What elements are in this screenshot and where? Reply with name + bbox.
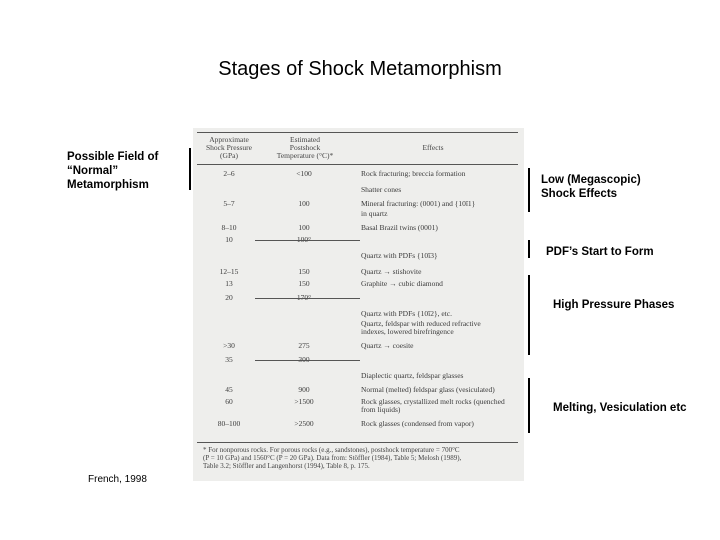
cell-effects: Quartz → stishovite: [361, 267, 422, 276]
header-postshock-temperature: Estimated Postshock Temperature (°C)*: [276, 135, 334, 160]
cell-postshock-temperature: 275: [298, 341, 310, 350]
cell-shock-pressure: 8–10: [221, 223, 237, 232]
cell-postshock-temperature: 150: [298, 279, 310, 288]
cell-effects: Quartz → coesite: [361, 341, 414, 350]
cell-shock-pressure: 10: [225, 235, 233, 244]
normal-metamorphism-line1: Possible Field of: [67, 151, 159, 163]
cell-effects: Graphite → cubic diamond: [361, 279, 443, 288]
cell-shock-pressure: 35: [225, 355, 233, 364]
cell-shock-pressure: 2–6: [223, 169, 235, 178]
cell-effects: Diaplectic quartz, feldspar glasses: [361, 371, 464, 380]
cell-postshock-temperature: <100: [296, 169, 312, 178]
cell-postshock-temperature: 100: [298, 199, 310, 208]
cell-effects: in quartz: [361, 209, 388, 218]
cell-shock-pressure: 20: [225, 293, 233, 302]
cell-postshock-temperature: 900: [298, 385, 310, 394]
source-credit: French, 1998: [88, 474, 147, 485]
cell-effects: Normal (melted) feldspar glass (vesiculated): [361, 385, 495, 394]
threshold-line: [255, 240, 360, 241]
threshold-line: [255, 360, 360, 361]
low-shock-line1: Low (Megascopic): [541, 174, 641, 186]
pdf-bracket: [528, 240, 530, 258]
normal-metamorphism-label: [67, 150, 158, 192]
cell-effects: Quartz with PDFs {10ī3}: [361, 251, 438, 260]
cell-shock-pressure: 45: [225, 385, 233, 394]
cell-effects: Mineral fracturing: (0001) and {10ī1}: [361, 199, 476, 208]
cell-shock-pressure: 5–7: [223, 199, 235, 208]
normal-metamorphism-bracket: [189, 148, 191, 190]
low-shock-line2: Shock Effects: [541, 188, 618, 200]
low-shock-bracket: [528, 168, 530, 212]
pdf-label: PDF’s Start to Form: [546, 246, 654, 258]
cell-postshock-temperature: 100: [298, 223, 310, 232]
cell-shock-pressure: 80–100: [217, 419, 241, 428]
table-footnote: * For nonporous rocks. For porous rocks (e.g., sandstones), postshock temperature = 700°C (P = 10 GPa) and 1560°C (P = 20 GPa). Data from: Stöffler (1984), Table 5; Melosh (1989), Table 3.2; Stöffler and Langenhorst (1994), Table 8, p. 175.: [203, 446, 462, 470]
header-effects: Effects: [422, 143, 444, 152]
high-pressure-bracket: [528, 275, 530, 355]
table-header-rule: [197, 164, 518, 165]
threshold-line: [255, 298, 360, 299]
cell-effects: Rock fracturing; breccia formation: [361, 169, 466, 178]
melting-label: Melting, Vesiculation etc: [553, 402, 687, 414]
cell-shock-pressure: 12–15: [219, 267, 239, 276]
high-pressure-label: High Pressure Phases: [553, 299, 675, 311]
table-top-rule: [197, 132, 518, 133]
header-shock-pressure: Approximate Shock Pressure (GPa): [205, 135, 253, 160]
cell-effects: Rock glasses (condensed from vapor): [361, 419, 474, 428]
cell-effects: Rock glasses, crystallized melt rocks (quenched: [361, 397, 505, 406]
cell-effects: Basal Brazil twins (0001): [361, 223, 438, 232]
cell-shock-pressure: 60: [225, 397, 233, 406]
cell-effects: Quartz, feldspar with reduced refractive: [361, 319, 481, 328]
page-title: Stages of Shock Metamorphism: [218, 58, 502, 80]
cell-effects: Quartz with PDFs {10ī2}, etc.: [361, 309, 452, 318]
melting-bracket: [528, 378, 530, 433]
cell-effects: Shatter cones: [361, 185, 402, 194]
table-bottom-rule: [197, 442, 518, 443]
cell-effects: from liquids): [361, 405, 401, 414]
cell-shock-pressure: 13: [225, 279, 233, 288]
cell-postshock-temperature: >2500: [294, 419, 314, 428]
normal-metamorphism-line3: Metamorphism: [67, 179, 149, 191]
low-shock-label: [541, 173, 641, 201]
cell-effects: indexes, lowered birefringence: [361, 327, 454, 336]
cell-shock-pressure: >30: [223, 341, 235, 350]
cell-postshock-temperature: 150: [298, 267, 310, 276]
shock-stages-table: [193, 128, 524, 481]
normal-metamorphism-line2: “Normal”: [67, 165, 119, 177]
cell-postshock-temperature: >1500: [294, 397, 314, 406]
